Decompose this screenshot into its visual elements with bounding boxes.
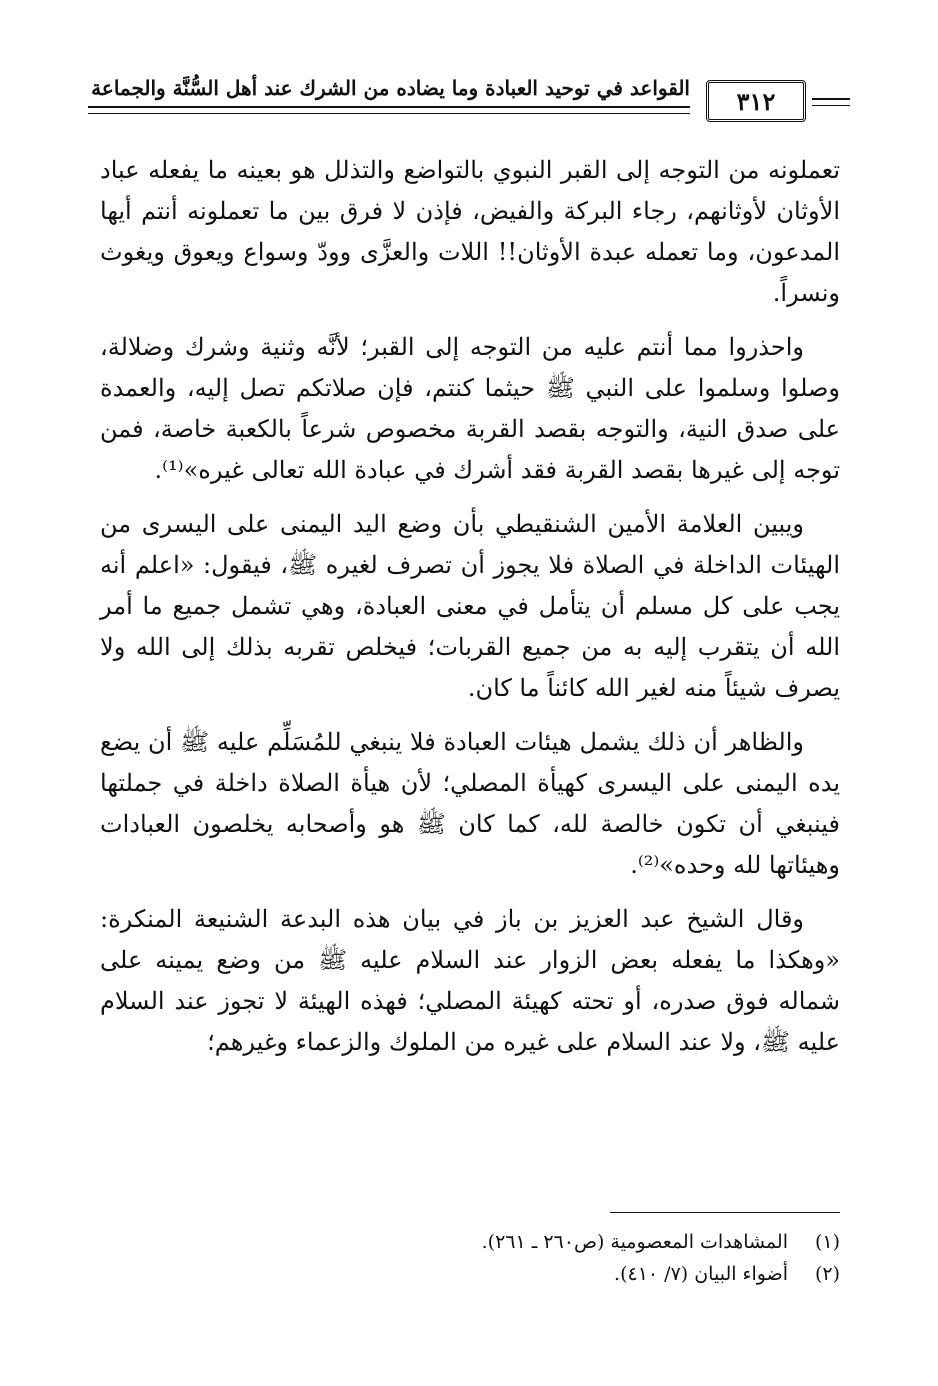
footnote-separator	[610, 1212, 840, 1213]
running-header	[88, 76, 850, 132]
footnote-text: المشاهدات المعصومية (ص٢٦٠ ـ ٢٦١).	[481, 1231, 788, 1253]
footnote-number: (١)	[814, 1231, 840, 1253]
footnotes	[100, 1226, 840, 1290]
paragraph: ويبين العلامة الأمين الشنقيطي بأن وضع اليد اليمنى على اليسرى من الهيئات الداخلة في الصلاة فلا يجوز أن تصرف لغيره ﷺ، فيقول: «اعلم أنه يجب على كل مسلم أن يتأمل في معنى العبادة، وهي تشمل جميع ما أمر الله أن يتقرب إليه به من جميع القربات؛ فيخلص تقربه بذلك إلى الله ولا يصرف شيئاً منه لغير الله كائناً ما كان.	[100, 510, 840, 702]
paragraph: تعملونه من التوجه إلى القبر النبوي بالتواضع والتذلل هو بعينه ما يفعله عباد الأوثان لأوثانهم، رجاء البركة والفيض، فإذن لا فرق بين ما تعملونه أنتم أيها المدعون، وما تعمله عبدة الأوثان!! اللات والعزَّى وودّ وسواع ويعوق ويغوث ونسراً.	[100, 156, 840, 307]
header-rule-thin	[88, 113, 690, 114]
page-number-frame	[706, 80, 806, 122]
footnote	[100, 1226, 840, 1258]
paragraph: وقال الشيخ عبد العزيز بن باز في بيان هذه البدعة الشنيعة المنكرة: «وهكذا ما يفعله بعض الزوار عند السلام عليه ﷺ من وضع يمينه على شماله فوق صدره، أو تحته كهيئة المصلي؛ فهذه الهيئة لا تجوز عند السلام عليه ﷺ، ولا عند السلام على غيره من الملوك والزعماء وغيرهم؛	[100, 905, 840, 1056]
footnote-number: (٢)	[814, 1263, 840, 1285]
footnote	[100, 1258, 840, 1290]
paragraph: واحذروا مما أنتم عليه من التوجه إلى القبر؛ لأنَّه وثنية وشرك وضلالة، وصلوا وسلموا على النبي ﷺ حيثما كنتم، فإن صلاتكم تصل إليه، والعمدة على صدق النية، والتوجه بقصد القربة مخصوص شرعاً بالكعبة خاصة، فمن توجه إلى غيرها بقصد القربة فقد أشرك في عبادة الله تعالى غيره»⁽¹⁾.	[100, 333, 840, 484]
page-number: ٣١٢	[736, 86, 776, 116]
main-text	[100, 150, 840, 1076]
page-number-rule-thin	[812, 105, 850, 106]
header-title: القواعد في توحيد العبادة وما يضاده من الشرك عند أهل السُّنَّة والجماعة	[91, 76, 690, 100]
paragraph: والظاهر أن ذلك يشمل هيئات العبادة فلا ينبغي للمُسَلِّم عليه ﷺ أن يضع يده اليمنى على اليسرى كهيأة المصلي؛ لأن هيأة الصلاة داخلة في جملتها فينبغي أن تكون خالصة لله، كما كان ﷺ هو وأصحابه يخلصون العبادات وهيئاتها لله وحده»⁽²⁾.	[100, 728, 840, 879]
footnote-text: أضواء البيان (٧/ ٤١٠).	[614, 1263, 788, 1285]
page-number-rule	[812, 98, 850, 100]
header-rule	[88, 106, 690, 108]
